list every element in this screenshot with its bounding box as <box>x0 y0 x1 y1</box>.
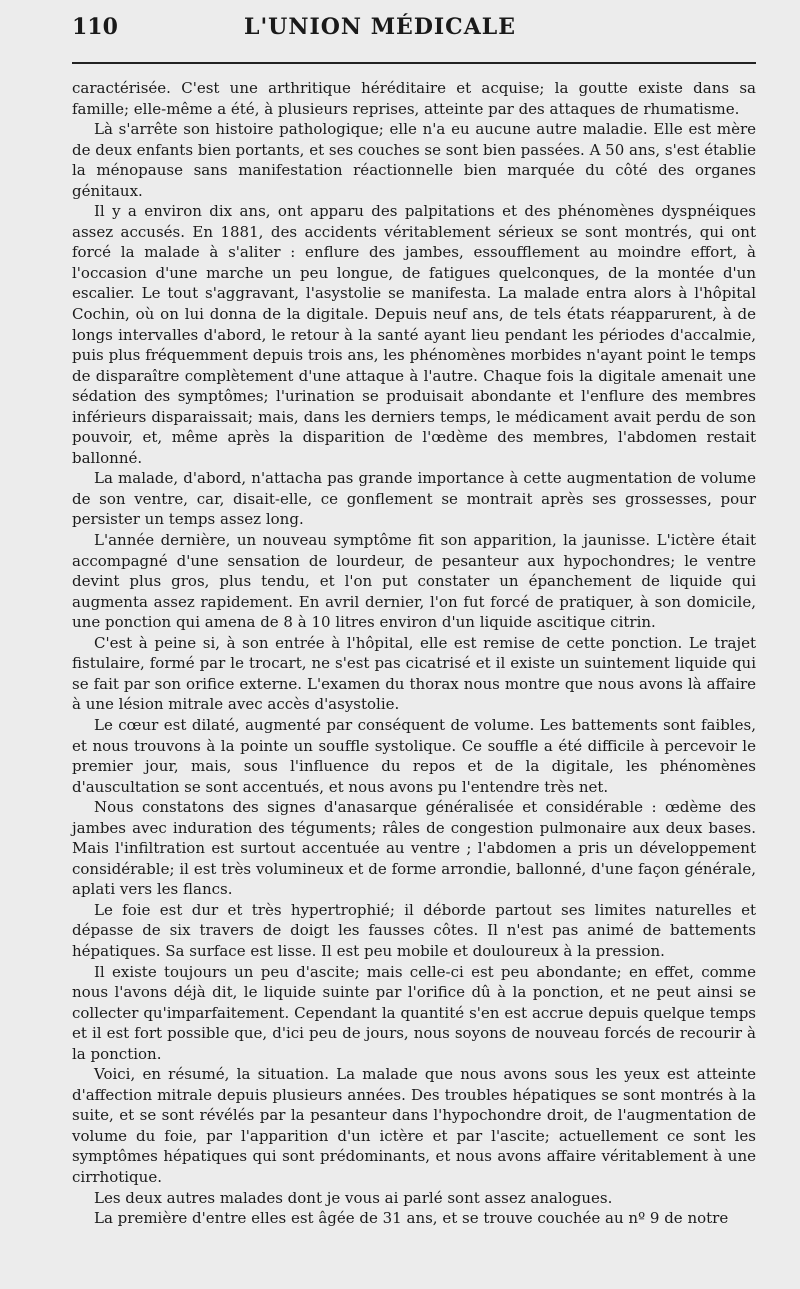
article-body <box>72 78 756 1229</box>
paragraph: C'est à peine si, à son entrée à l'hôpital, elle est remise de cette ponction. Le trajet fistulaire, formé par le trocart, ne s'est pas cicatrisé et il existe un suintement liquide qui se fait par son orifice externe. L'examen du thorax nous montre que nous avons là affaire à une lésion mitrale avec accès d'asystolie. <box>72 633 756 714</box>
paragraph: Le cœur est dilaté, augmenté par conséquent de volume. Les battements sont faibles, et nous trouvons à la pointe un souffle systolique. Ce souffle a été difficile à percevoir le premier jour, mais, sous l'influence du repos et de la digitale, les phénomènes d'auscultation se sont accentués, et nous avons pu l'entendre très net. <box>72 715 756 796</box>
paragraph: L'année dernière, un nouveau symptôme fit son apparition, la jaunisse. L'ictère était accompagné d'une sensation de lourdeur, de pesanteur aux hypochondres; le ventre devint plus gros, plus tendu, et l'on put constater un épanchement de liquide qui augmenta assez rapidement. En avril dernier, l'on fut forcé de pratiquer, à son domicile, une ponction qui amena de 8 à 10 litres environ d'un liquide ascitique citrin. <box>72 531 756 632</box>
paragraph: Il y a environ dix ans, ont apparu des palpitations et des phénomènes dyspnéiques assez accusés. En 1881, des accidents véritablement sérieux se sont montrés, qui ont forcé la malade à s'aliter : enflure des jambes, essoufflement au moindre effort, à l'occasion d'une marche un peu longue, de fatigues quelconques, de la montée d'un escalier. Le tout s'aggravant, l'asystolie se manifesta. La malade entra alors à l'hôpital Cochin, où on lui donna de la digitale. Depuis neuf ans, de tels états réapparurent, à de longs intervalles d'abord, le retour à la santé ayant lieu pendant les périodes d'accalmie, puis plus fréquemment depuis trois ans, les phénomènes morbides n'ayant point le temps de disparaître complètement d'une attaque à l'autre. Chaque fois la digitale amenait une sédation des symptômes; l'urination se produisait abondante et l'enflure des membres inférieurs disparaissait; mais, dans les derniers temps, le médicament avait perdu de son pouvoir, et, même après la disparition de l'œdème des membres, l'abdomen restait ballonné. <box>72 202 756 467</box>
running-title: L'UNION MÉDICALE <box>243 14 516 40</box>
paragraph: Les deux autres malades dont je vous ai parlé sont assez analogues. <box>94 1188 613 1207</box>
paragraph: Nous constatons des signes d'anasarque généralisée et considérable : œdème des jambes avec induration des téguments; râles de congestion pulmonaire aux deux bases. Mais l'infiltration est surtout accentuée au ventre ; l'abdomen a pris un développement considérable; il est très volumineux et de forme arrondie, ballonné, d'une façon générale, aplati vers les flancs. <box>72 798 756 899</box>
paragraph: Il existe toujours un peu d'ascite; mais celle-ci est peu abondante; en effet, comme nous l'avons déjà dit, le liquide suinte par l'orifice dû à la ponction, et ne peut ainsi se collecter qu'imparfaitement. Cependant la quantité s'en est accrue depuis quelque temps et il est fort possible que, d'ici peu de jours, nous soyons de nouveau forcés de recourir à la ponction. <box>72 962 756 1063</box>
paragraph: Voici, en résumé, la situation. La malade que nous avons sous les yeux est atteinte d'affection mitrale depuis plusieurs années. Des troubles hépatiques se sont montrés à la suite, et se sont révélés par la pesanteur dans l'hypochondre droit, de l'augmentation de volume du foie, par l'apparition d'un ictère et par l'ascite; actuellement ce sont les symptômes hépatiques qui sont prédominants, et nous avons affaire véritablement à une cirrhotique. <box>72 1065 756 1186</box>
paragraph: La première d'entre elles est âgée de 31 ans, et se trouve couchée au nº 9 de notre <box>94 1209 729 1228</box>
page-header <box>72 14 756 50</box>
paragraph: Le foie est dur et très hypertrophié; il déborde partout ses limites naturelles et dépasse de six travers de doigt les fausses côtes. Il n'est pas animé de battements hépatiques. Sa surface est lisse. Il est peu mobile et douloureux à la pression. <box>72 900 756 960</box>
header-rule <box>72 62 756 64</box>
paragraph: caractérisée. C'est une arthritique héréditaire et acquise; la goutte existe dans sa famille; elle-même a été, à plusieurs reprises, atteinte par des attaques de rhumatisme. <box>72 79 756 118</box>
paragraph: Là s'arrête son histoire pathologique; elle n'a eu aucune autre maladie. Elle est mère de deux enfants bien portants, et ses couches se sont bien passées. A 50 ans, s'est établie la ménopause sans manifestation réactionnelle bien marquée du côté des organes génitaux. <box>72 120 756 200</box>
paragraph: La malade, d'abord, n'attacha pas grande importance à cette augmentation de volume de son ventre, car, disait-elle, ce gonflement se montrait après ses grossesses, pour persister un temps assez long. <box>72 469 756 529</box>
page-number: 110 <box>72 14 118 40</box>
